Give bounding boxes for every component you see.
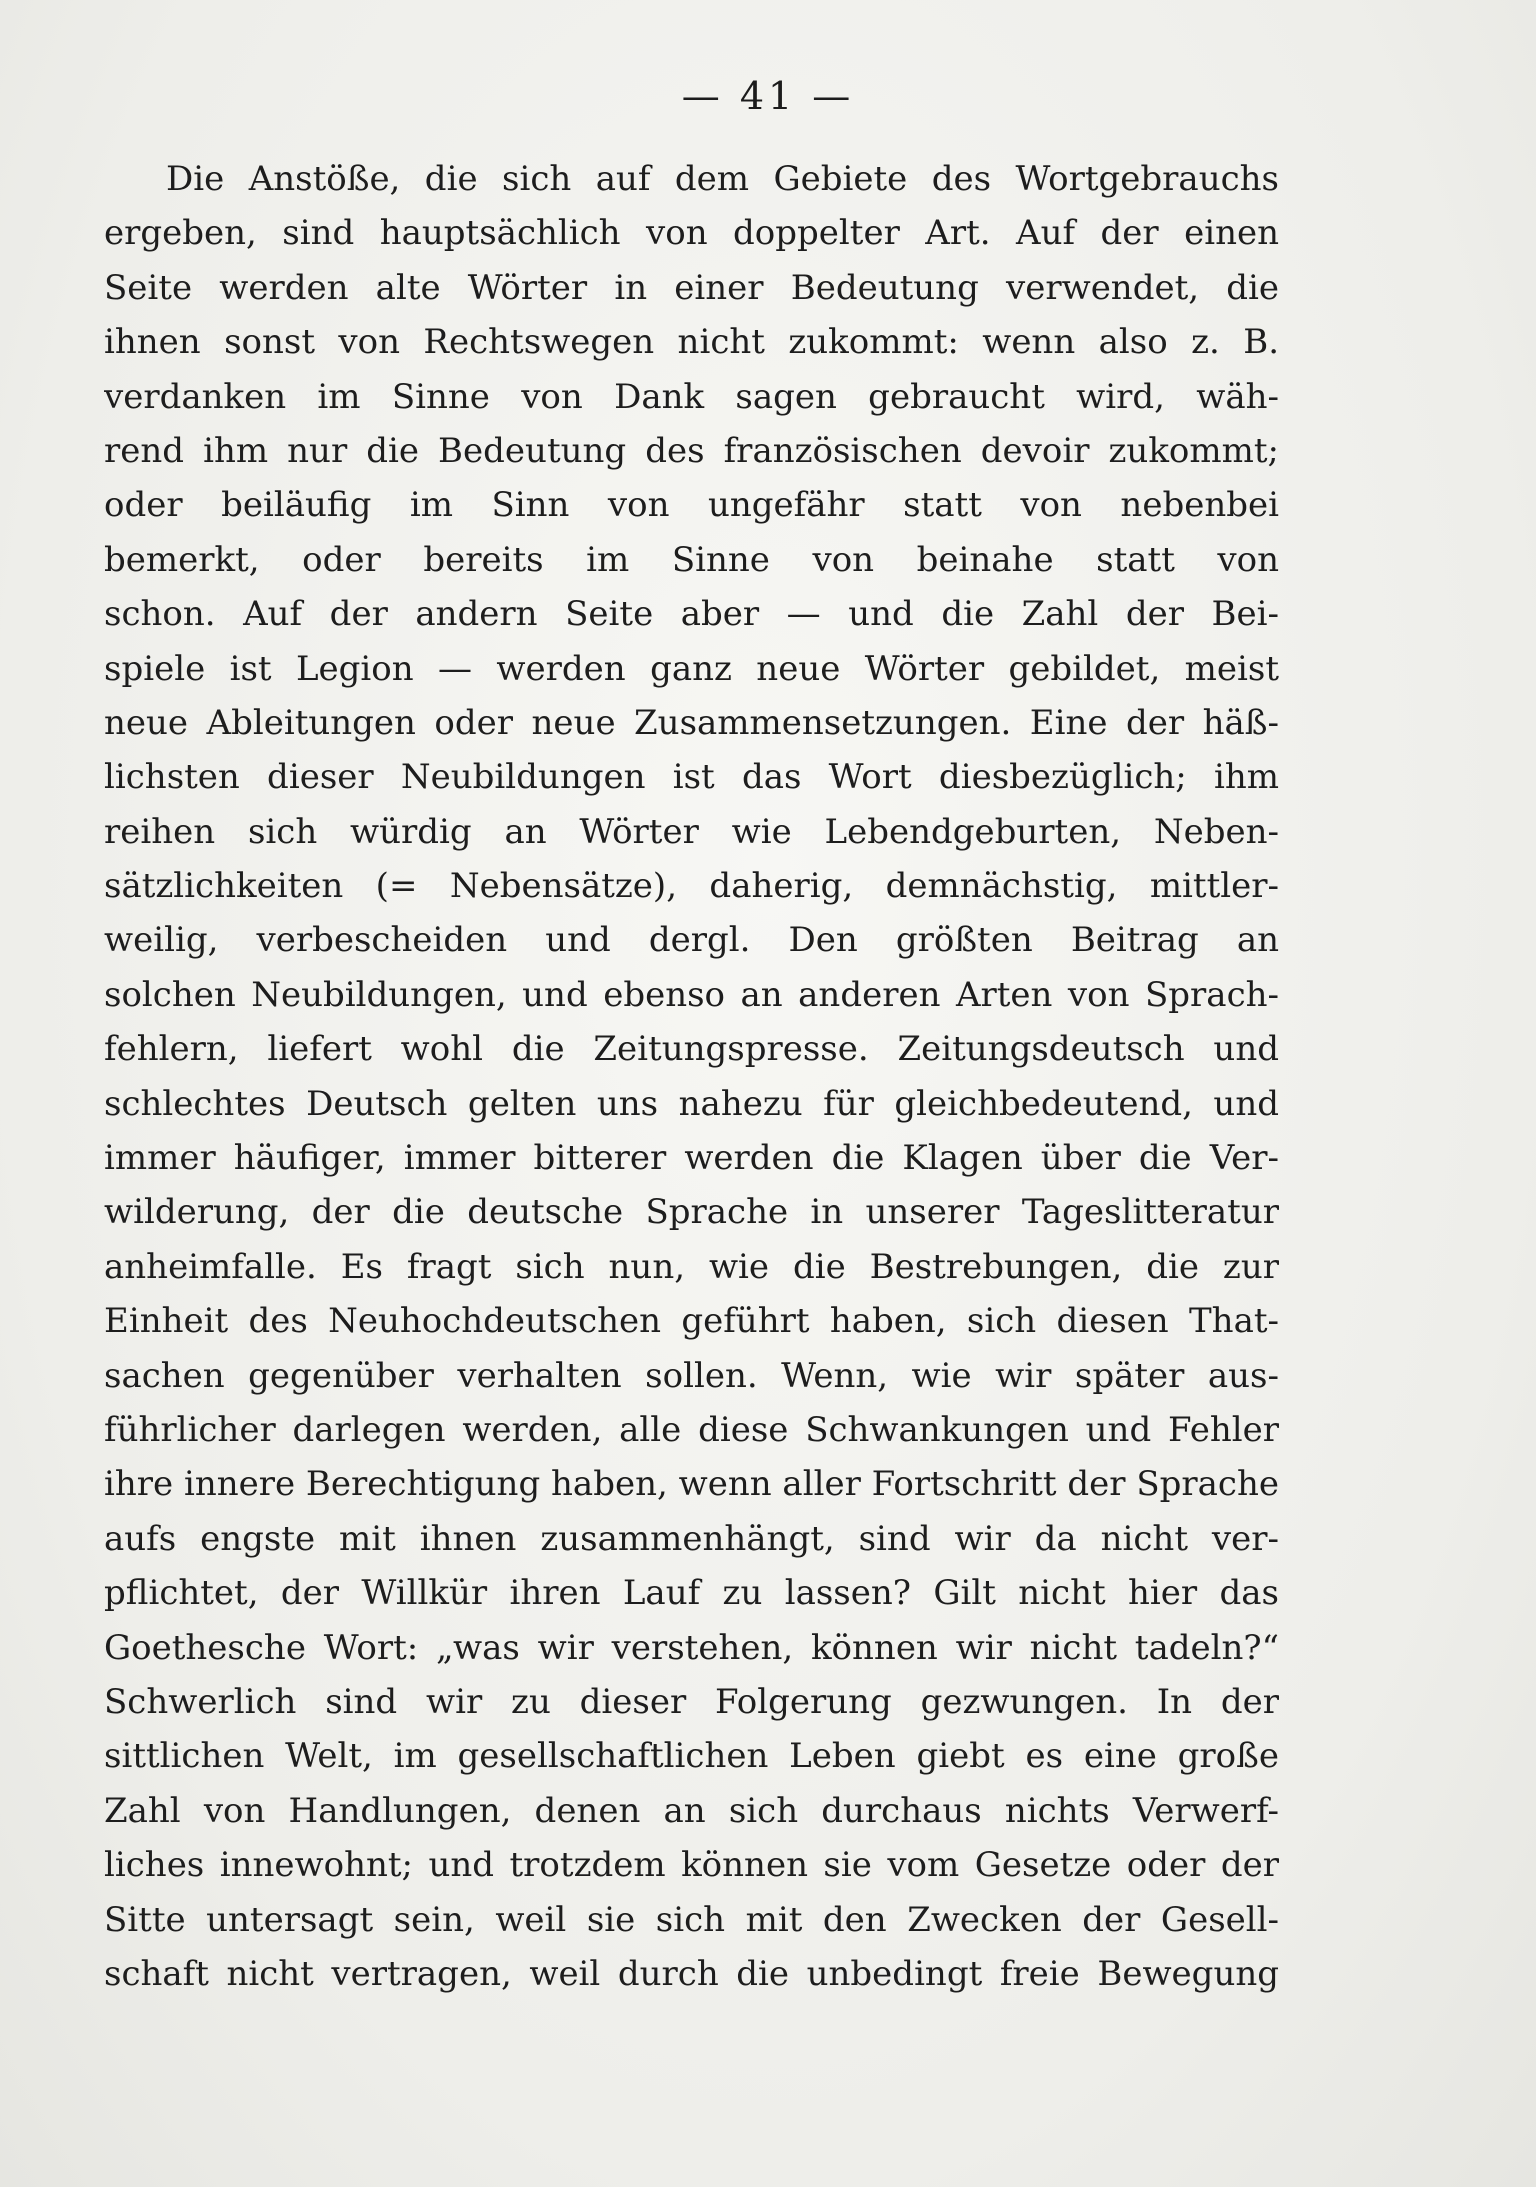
text-line — [104, 805, 1279, 859]
text-line-content: rend ihm nur die Bedeutung des französischen devoir zukommt; — [104, 430, 1279, 471]
text-line-content: aufs engste mit ihnen zusammenhängt, sind wir da nicht ver- — [104, 1518, 1279, 1559]
text-line-content: schlechtes Deutsch gelten uns nahezu für gleichbedeutend, und — [104, 1083, 1279, 1124]
text-line — [104, 1784, 1279, 1838]
text-line — [104, 1022, 1279, 1076]
text-line-content: solchen Neubildungen, und ebenso an anderen Arten von Sprach- — [104, 974, 1279, 1015]
text-line-content: weilig, verbescheiden und dergl. Den größten Beitrag an — [104, 920, 1279, 961]
text-line — [104, 206, 1279, 260]
text-line-content: Goethesche Wort: „was wir verstehen, können wir nicht tadeln?“ — [104, 1627, 1279, 1668]
body-text — [104, 152, 1279, 2001]
text-line — [104, 1947, 1279, 2001]
text-line-content: reihen sich würdig an Wörter wie Lebendgeburten, Neben- — [104, 811, 1279, 852]
text-line-content: liches innewohnt; und trotzdem können sie vom Gesetze oder der — [104, 1845, 1279, 1886]
text-line — [104, 1838, 1279, 1892]
text-line-content: ihre innere Berechtigung haben, wenn aller Fortschritt der Sprache — [104, 1464, 1279, 1505]
text-line — [104, 261, 1279, 315]
text-line — [104, 1457, 1279, 1511]
text-line-content: wilderung, der die deutsche Sprache in unserer Tageslitteratur — [104, 1192, 1279, 1233]
text-line — [104, 587, 1279, 641]
text-line — [104, 533, 1279, 587]
text-line-content: Schwerlich sind wir zu dieser Folgerung gezwungen. In der — [104, 1681, 1279, 1722]
text-line — [104, 152, 1279, 206]
text-line — [104, 1240, 1279, 1294]
text-line-content: Die Anstöße, die sich auf dem Gebiete des Wortgebrauchs — [166, 159, 1279, 199]
text-line-content: sätzlichkeiten (= Nebensätze), daherig, demnächstig, mittler- — [104, 866, 1279, 907]
text-line-content: sachen gegenüber verhalten sollen. Wenn, wie wir später aus- — [104, 1355, 1279, 1396]
text-line-content: Sitte untersagt sein, weil sie sich mit den Zwecken der Gesell- — [104, 1899, 1279, 1940]
text-line-content: sittlichen Welt, im gesellschaftlichen Leben giebt es eine große — [104, 1736, 1279, 1777]
text-line-content: neue Ableitungen oder neue Zusammensetzungen. Eine der häß- — [104, 702, 1279, 743]
text-line — [104, 1675, 1279, 1729]
text-line — [104, 478, 1279, 532]
text-line — [104, 424, 1279, 478]
page-number: — 41 — — [681, 74, 855, 118]
text-line — [104, 1729, 1279, 1783]
text-line — [104, 642, 1279, 696]
text-line-content: schaft nicht vertragen, weil durch die unbedingt freie Bewegung — [104, 1953, 1279, 1994]
text-line-content: führlicher darlegen werden, alle diese Schwankungen und Fehler — [104, 1409, 1279, 1450]
text-line — [104, 1131, 1279, 1185]
text-line — [104, 1512, 1279, 1566]
text-line-content: Einheit des Neuhochdeutschen geführt haben, sich diesen That- — [104, 1301, 1279, 1342]
text-line-content: ergeben, sind hauptsächlich von doppelter Art. Auf der einen — [104, 213, 1279, 254]
text-line — [104, 370, 1279, 424]
text-line-content: schon. Auf der andern Seite aber — und die Zahl der Bei- — [104, 594, 1279, 635]
text-line — [104, 1077, 1279, 1131]
text-line-content: pflichtet, der Willkür ihren Lauf zu lassen? Gilt nicht hier das — [104, 1573, 1279, 1614]
text-line-content: spiele ist Legion — werden ganz neue Wörter gebildet, meist — [104, 648, 1279, 689]
text-line — [104, 1893, 1279, 1947]
text-line — [104, 696, 1279, 750]
text-line-content: oder beiläufig im Sinn von ungefähr statt von nebenbei — [104, 485, 1279, 526]
text-line-content: ihnen sonst von Rechtswegen nicht zukommt: wenn also z. B. — [104, 322, 1279, 363]
text-line-content: bemerkt, oder bereits im Sinne von beinahe statt von — [104, 539, 1279, 580]
text-line — [104, 968, 1279, 1022]
text-line-content: verdanken im Sinne von Dank sagen gebraucht wird, wäh- — [104, 376, 1279, 417]
text-line — [104, 1566, 1279, 1620]
text-line — [104, 913, 1279, 967]
text-line — [104, 1349, 1279, 1403]
text-line — [104, 1185, 1279, 1239]
text-line-content: immer häufiger, immer bitterer werden die Klagen über die Ver- — [104, 1138, 1279, 1179]
text-line — [104, 1294, 1279, 1348]
text-line — [104, 750, 1279, 804]
text-line — [104, 315, 1279, 369]
text-line — [104, 1621, 1279, 1675]
text-line-content: anheimfalle. Es fragt sich nun, wie die Bestrebungen, die zur — [104, 1246, 1279, 1287]
text-line-content: Seite werden alte Wörter in einer Bedeutung verwendet, die — [104, 267, 1279, 308]
text-line — [104, 1403, 1279, 1457]
text-line — [104, 859, 1279, 913]
text-line-content: Zahl von Handlungen, denen an sich durchaus nichts Verwerf- — [104, 1790, 1279, 1831]
text-line-content: lichsten dieser Neubildungen ist das Wort diesbezüglich; ihm — [104, 757, 1279, 798]
text-line-content: fehlern, liefert wohl die Zeitungspresse. Zeitungsdeutsch und — [104, 1029, 1279, 1070]
